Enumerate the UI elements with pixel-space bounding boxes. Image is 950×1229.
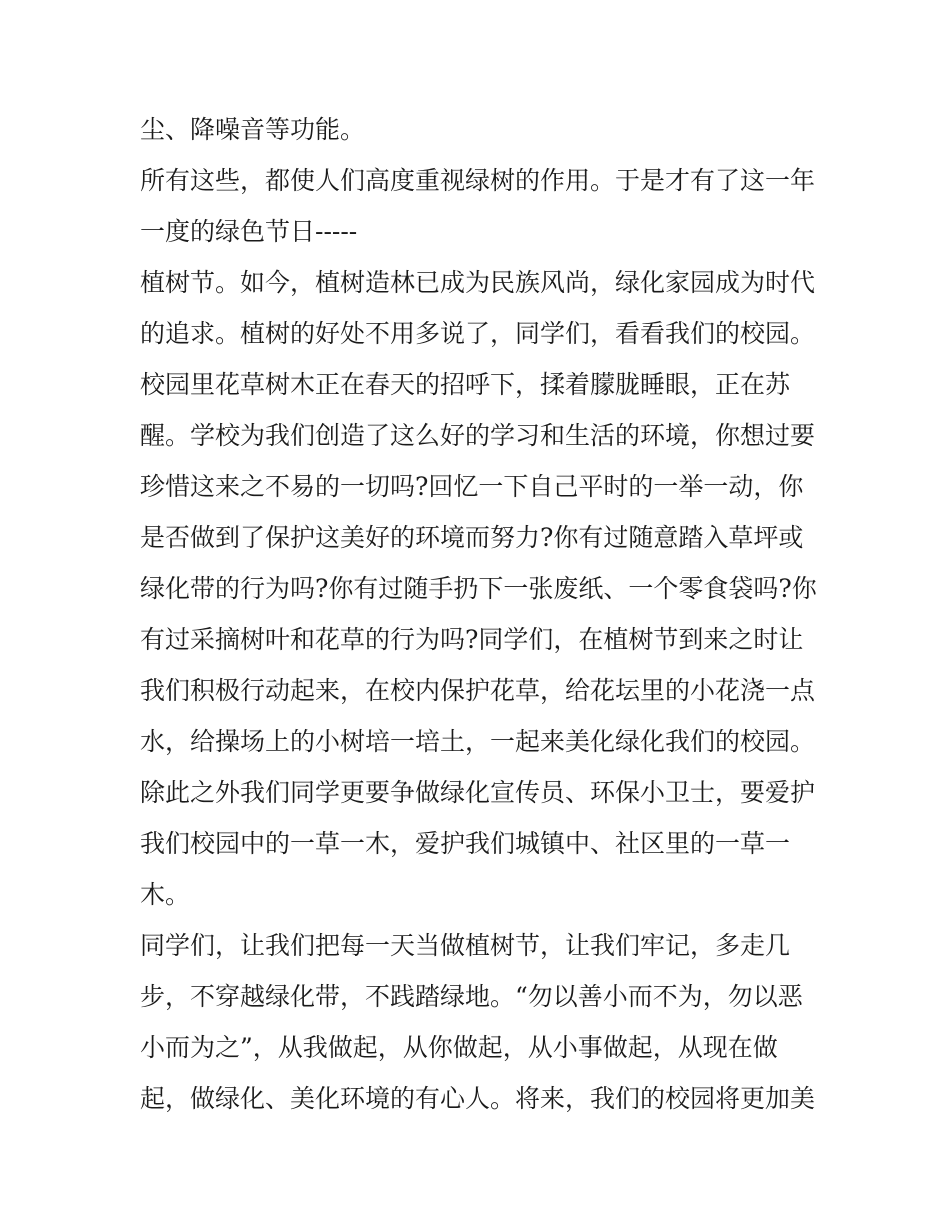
text-line: 校园里花草树木正在春天的招呼下，揉着朦胧睡眼，正在苏 (140, 370, 791, 399)
text-line: 有过采摘树叶和花草的行为吗?同学们，在植树节到来之时让 (140, 625, 804, 654)
text-line: 醒。学校为我们创造了这么好的学习和生活的环境，你想过要 (140, 421, 816, 450)
text-line: 的追求。植树的好处不用多说了，同学们，看看我们的校园。 (140, 319, 816, 348)
text-line: 所有这些，都使人们高度重视绿树的作用。于是才有了这一年 (140, 166, 816, 195)
text-line: 我们积极行动起来，在校内保护花草，给花坛里的小花浇一点 (140, 676, 816, 705)
text-line: 尘、降噪音等功能。 (140, 115, 366, 144)
text-line: 除此之外我们同学更要争做绿化宣传员、环保小卫士，要爱护 (140, 778, 816, 807)
text-line: 起，做绿化、美化环境的有心人。将来，我们的校园将更加美 (140, 1084, 816, 1113)
text-line: 是否做到了保护这美好的环境而努力?你有过随意踏入草坪或 (140, 523, 804, 552)
text-line: 水，给操场上的小树培一培土，一起来美化绿化我们的校园。 (140, 727, 816, 756)
text-line: 珍惜这来之不易的一切吗?回忆一下自己平时的一举一动，你 (140, 472, 804, 501)
document-body (140, 104, 820, 1124)
text-line: 同学们，让我们把每一天当做植树节，让我们牢记，多走几 (140, 931, 791, 960)
text-line: 木。 (140, 880, 191, 909)
text-line: 绿化带的行为吗?你有过随手扔下一张废纸、一个零食袋吗?你 (140, 574, 817, 603)
text-line: 我们校园中的一草一木，爱护我们城镇中、社区里的一草一 (140, 829, 791, 858)
text-line: 小而为之”，从我做起，从你做起，从小事做起，从现在做 (140, 1033, 778, 1062)
text-line: 一度的绿色节日----- (140, 217, 358, 246)
text-line: 植树节。如今，植树造林已成为民族风尚，绿化家园成为时代 (140, 268, 816, 297)
text-line: 步，不穿越绿化带，不践踏绿地。“勿以善小而不为，勿以恶 (140, 982, 803, 1011)
